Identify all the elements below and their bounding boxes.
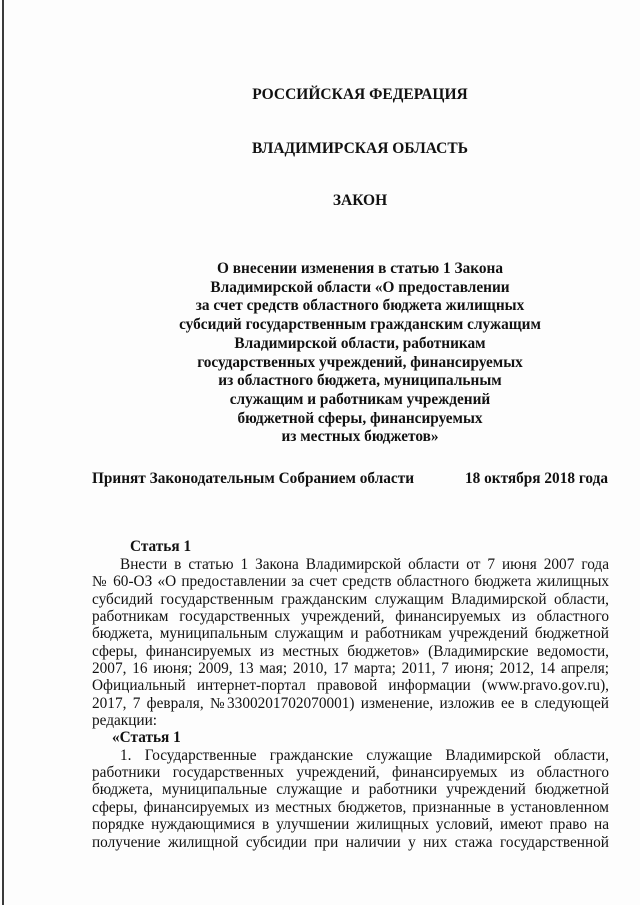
region-heading: ВЛАДИМИРСКАЯ ОБЛАСТЬ xyxy=(252,140,468,157)
quoted-article-heading: «Статья 1 xyxy=(112,729,181,747)
point-line: 1. Государственные гражданские служащие Владимирской области, xyxy=(120,746,609,764)
paragraph-line: № 60-ОЗ «О предоставлении за счет средств областного бюджета жилищных xyxy=(92,573,609,591)
point-line: сферы, финансируемых из местных бюджетов, признанные в установленном xyxy=(92,798,609,816)
paragraph-line: редакции: xyxy=(92,712,158,730)
paragraph-line: сферы, финансируемых из местных бюджетов» (Владимирские ведомости, xyxy=(92,642,609,660)
adoption-line xyxy=(92,470,608,488)
law-title-line: Владимирской области «О предоставлении xyxy=(210,278,510,296)
paragraph-line: 2007, 16 июня; 2009, 13 мая; 2010, 17 марта; 2011, 7 июня; 2012, 14 апреля; xyxy=(92,660,609,678)
law-title xyxy=(150,260,570,447)
law-title-line: государственных учреждений, финансируемых xyxy=(197,353,523,371)
paragraph-line: Официальный интернет-портал правовой информации (www.pravo.gov.ru), xyxy=(92,677,609,695)
point-line: бюджета, муниципальные служащие и работники учреждений бюджетной xyxy=(92,781,609,799)
law-title-line: субсидий государственным гражданским служащим xyxy=(179,316,541,334)
scan-edge xyxy=(2,0,4,905)
law-title-line: Владимирской области, работникам xyxy=(234,334,486,352)
point-line: порядке нуждающимися в улучшении жилищных условий, имеют право на xyxy=(92,816,609,834)
law-title-line: из местных бюджетов» xyxy=(281,428,439,446)
law-title-line: за счет средств областного бюджета жилищных xyxy=(195,297,525,315)
paragraph-line: 2017, 7 февраля, №3300201702070001) изменение, изложив ее в следующей xyxy=(92,694,609,712)
country-heading: РОССИЙСКАЯ ФЕДЕРАЦИЯ xyxy=(252,86,468,103)
law-title-line: бюджетной сферы, финансируемых xyxy=(237,409,483,427)
paragraph-line: бюджета, муниципальным служащим и работникам учреждений бюджетной xyxy=(92,625,609,643)
adoption-date: 18 октября 2018 года xyxy=(464,470,608,487)
law-title-line: служащим и работникам учреждений xyxy=(229,390,491,408)
point-line: получение жилищной субсидии при наличии у них стажа государственной xyxy=(92,833,609,851)
point-line: работники государственных учреждений, финансируемых из областного xyxy=(92,764,609,782)
article-body xyxy=(92,556,609,851)
adoption-label: Принят Законодательным Собранием области xyxy=(92,470,415,487)
law-title-line: О внесении изменения в статью 1 Закона xyxy=(217,260,503,277)
document-type-heading: ЗАКОН xyxy=(332,192,388,209)
law-title-line: из областного бюджета, муниципальным xyxy=(218,372,502,390)
paragraph-line: Внести в статью 1 Закона Владимирской области от 7 июня 2007 года xyxy=(120,556,609,573)
paragraph-line: субсидий государственным гражданским служащим Владимирской области, xyxy=(92,590,609,608)
article-heading: Статья 1 xyxy=(130,538,192,555)
paragraph-line: работникам государственных учреждений, финансируемых из областного xyxy=(92,608,609,626)
